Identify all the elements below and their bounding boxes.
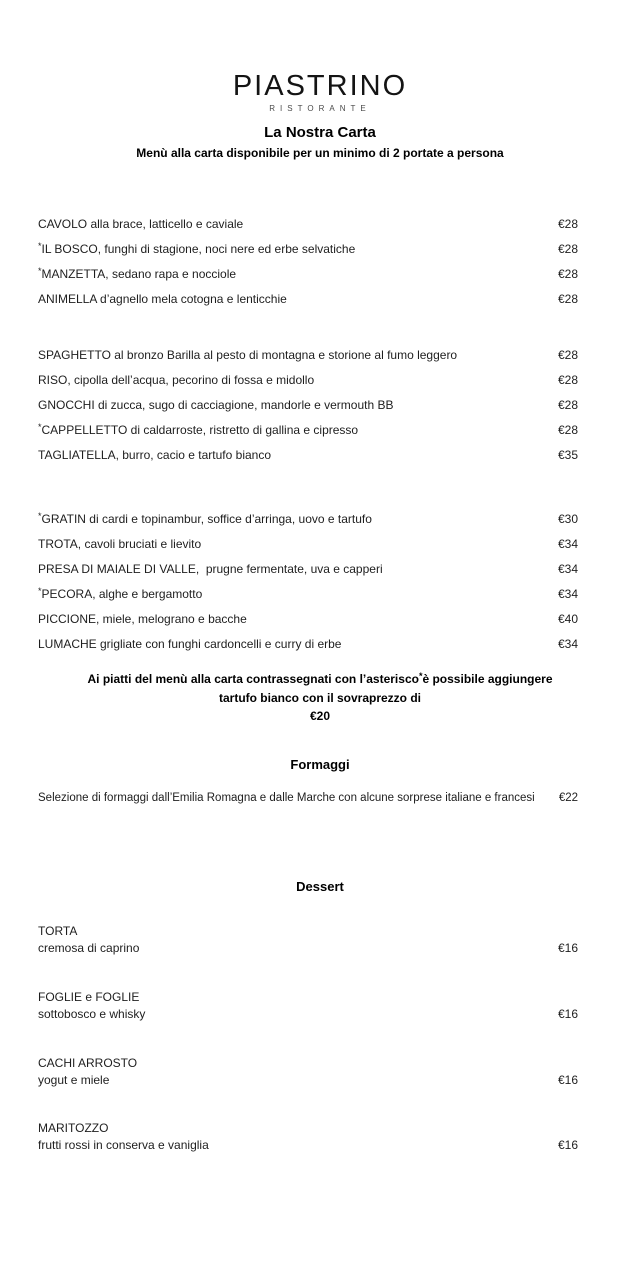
menu-item-name (38, 637, 558, 652)
menu-item-name (38, 448, 558, 463)
menu-item-label: PECORA, alghe e bergamotto (41, 587, 203, 601)
dessert-item (38, 923, 578, 957)
dessert-item (38, 1120, 578, 1154)
menu-item-label: CAVOLO alla brace, latticello e caviale (38, 217, 244, 231)
asterisk-mark: * (38, 266, 42, 276)
asterisk-note (0, 670, 640, 725)
dessert-price: €16 (557, 1007, 578, 1021)
menu-item-row (38, 373, 578, 388)
dessert-price: €16 (557, 1138, 578, 1152)
menu-item-price: €28 (557, 423, 578, 437)
dessert-desc: frutti rossi in conserva e vaniglia (38, 1138, 209, 1152)
menu-item-price: €30 (557, 512, 578, 526)
menu-item-price: €28 (557, 373, 578, 387)
menu-item-label: SPAGHETTO al bronzo Barilla al pesto di montagna e storione al fumo leggero (38, 348, 458, 362)
menu-item-price: €28 (557, 292, 578, 306)
menu-item-label: TAGLIATELLA, burro, cacio e tartufo bianco (38, 448, 272, 462)
menu-item-row (38, 348, 578, 363)
menu-item-row (38, 587, 578, 602)
dessert-name: MARITOZZO (38, 1121, 109, 1135)
menu-item-row (38, 448, 578, 463)
menu-item-row (38, 637, 578, 652)
dessert-price: €16 (557, 941, 578, 955)
menu-item-label: Selezione di formaggi dall’Emilia Romagna e dalle Marche con alcune sorprese italiane e francesi (38, 792, 535, 804)
asterisk-mark: * (418, 671, 423, 681)
menu-item-price: €35 (557, 448, 578, 462)
note-line-2: tartufo bianco con il sovraprezzo di (218, 691, 422, 705)
menu-item-row (38, 791, 578, 805)
menu-item-label: CAPPELLETTO di caldarroste, ristretto di gallina e cipresso (41, 423, 359, 437)
menu-item-row (38, 612, 578, 627)
dessert-desc: yogut e miele (38, 1073, 110, 1087)
asterisk-mark: * (38, 586, 42, 596)
menu-subtitle: Menù alla carta disponibile per un minimo di 2 portate a persona (136, 146, 504, 160)
menu-item-row (38, 562, 578, 577)
menu-item-label: IL BOSCO, funghi di stagione, noci nere ed erbe selvatiche (41, 242, 356, 256)
dessert-item (38, 1055, 578, 1089)
menu-item-name (38, 348, 558, 363)
menu-item-row (38, 217, 578, 232)
menu-item-name (38, 292, 558, 307)
menu-item-row (38, 512, 578, 527)
note-line-1-pre: Ai piatti del menù alla carta contrassegnati con l’asterisco (87, 672, 419, 686)
menu-item-price: €34 (557, 537, 578, 551)
menu-item-name (38, 512, 558, 527)
menu-item-name (38, 217, 558, 232)
menu-item-label: GNOCCHI di zucca, sugo di cacciagione, mandorle e vermouth BB (38, 398, 394, 412)
menu-item-name (38, 612, 558, 627)
dessert-name: TORTA (38, 924, 78, 938)
note-line-3: €20 (309, 709, 331, 723)
menu-item-name (38, 562, 558, 577)
dessert-desc: cremosa di caprino (38, 941, 140, 955)
menu-item-row (38, 267, 578, 282)
note-line-1 (0, 670, 640, 689)
menu-item-label: PICCIONE, miele, melograno e bacche (38, 612, 247, 626)
menu-item-price: €28 (557, 267, 578, 281)
menu-item-row (38, 423, 578, 438)
dessert-name: CACHI ARROSTO (38, 1056, 138, 1070)
restaurant-logo-subtitle: RISTORANTE (269, 104, 371, 113)
menu-item-name (38, 242, 558, 257)
menu-item-row (38, 398, 578, 413)
asterisk-mark: * (38, 511, 42, 521)
menu-item-name (38, 537, 558, 552)
menu-item-label: TROTA, cavoli bruciati e lievito (38, 537, 202, 551)
dessert-name: FOGLIE e FOGLIE (38, 990, 140, 1004)
menu-item-label: GRATIN di cardi e topinambur, soffice d’arringa, uovo e tartufo (41, 512, 372, 526)
menu-item-row (38, 537, 578, 552)
menu-item-price: €22 (558, 792, 578, 804)
menu-item-label: MANZETTA, sedano rapa e nocciole (41, 267, 237, 281)
section-title-dessert: Dessert (296, 879, 344, 894)
menu-item-name (38, 423, 558, 438)
section-title-formaggi: Formaggi (290, 757, 350, 772)
note-line-1-post: è possibile aggiungere (422, 672, 553, 686)
dessert-desc: sottobosco e whisky (38, 1007, 146, 1021)
menu-item-label: RISO, cipolla dell’acqua, pecorino di fossa e midollo (38, 373, 315, 387)
menu-item-price: €28 (557, 398, 578, 412)
menu-item-price: €34 (557, 562, 578, 576)
menu-item-price: €28 (557, 217, 578, 231)
menu-item-price: €40 (557, 612, 578, 626)
menu-item-price: €34 (557, 637, 578, 651)
menu-title: La Nostra Carta (264, 124, 376, 141)
dessert-item (38, 989, 578, 1023)
menu-item-price: €34 (557, 587, 578, 601)
asterisk-mark: * (38, 241, 42, 251)
menu-item-label: PRESA DI MAIALE DI VALLE, prugne fermentate, uva e capperi (38, 562, 383, 576)
menu-item-name (38, 373, 558, 388)
menu-item-price: €28 (557, 348, 578, 362)
menu-item-name (38, 398, 558, 413)
menu-item-row (38, 242, 578, 257)
menu-item-label: LUMACHE grigliate con funghi cardoncelli e curry di erbe (38, 637, 342, 651)
menu-item-price: €28 (557, 242, 578, 256)
menu-item-row (38, 292, 578, 307)
restaurant-logo-wordmark: PIASTRINO (232, 70, 408, 102)
menu-item-label: ANIMELLA d’agnello mela cotogna e lenticchie (38, 292, 287, 306)
dessert-price: €16 (557, 1073, 578, 1087)
menu-item-name (38, 587, 558, 602)
menu-item-name (38, 267, 558, 282)
asterisk-mark: * (38, 422, 42, 432)
